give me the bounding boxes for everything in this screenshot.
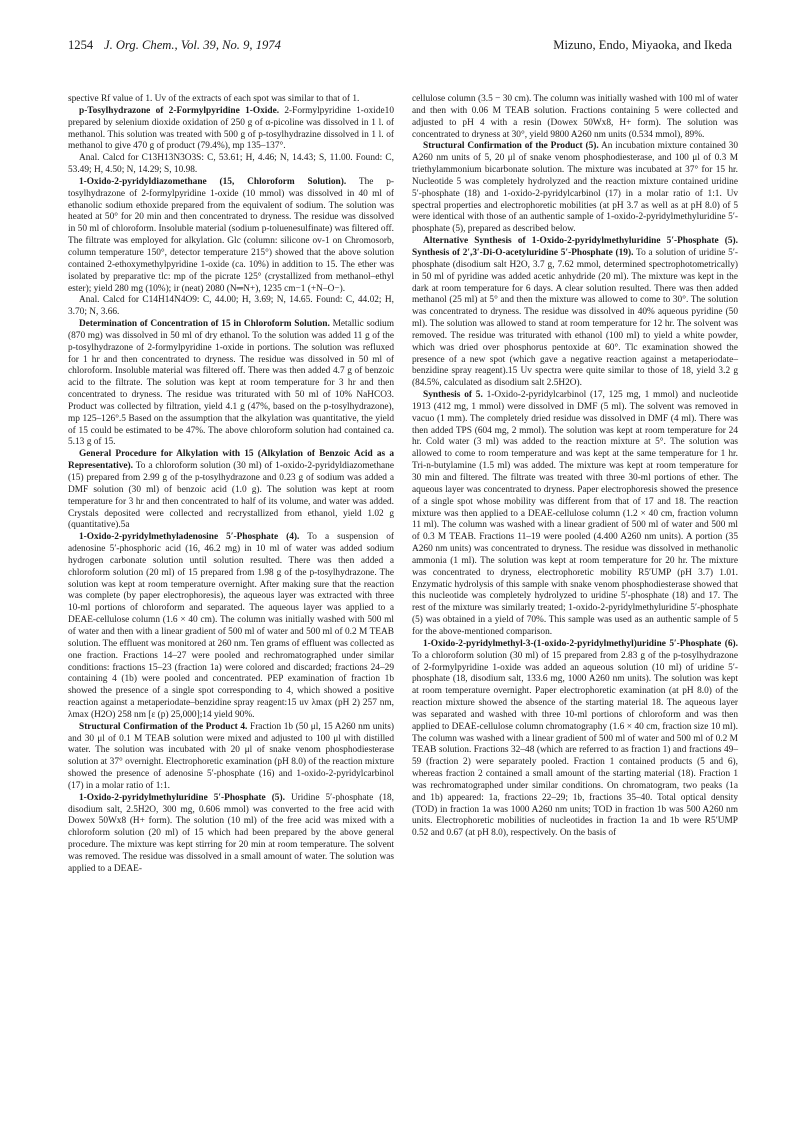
paragraph xyxy=(68,177,394,295)
paragraph-text: To a solution of uridine 5′-phosphate (disodium salt H2O, 3.7 g, 7.62 mmol, determined spectrophotometrically) in 50 ml of pyridine was added acetic anhydride (20 ml). The mixture was kept in the dark at room temperature for 6 days. A clear solution resulted. There was then added methanol (25 ml) at 5° and then the mixture was allowed to come to 30°. The solution was concentrated to dryness. The residue was dissolved in 40% aqueous pyridine (50 ml). The solution was allowed to stand at room temperature for 12 hr. The solvent was removed. The residue was triturated with ethanol (100 ml) to yield a white powder, which was dried over phosphorus pentoxide at 60°. Tlc examination showed the presence of a new spot (which gave a negative reaction against a metaperiodate–benzidine spray reagent).15 Uv spectra were quite similar to those of 18, yield 3.2 g (84.5%, calculated as disodium salt 2.5H2O). xyxy=(412,247,738,389)
paragraph-text: cellulose column (3.5 − 30 cm). The column was initially washed with 100 ml of water and then with 0.06 M TEAB solution. Fractions containing 5 were collected and adjusted to pH 4 with a resin (Dowex 50Wx8, H+ form). The solution was concentrated to dryness at 30°, yield 9800 A260 nm units (0.534 mmol), 89%. xyxy=(412,94,738,140)
section-heading: 1-Oxido-2-pyridylmethyluridine 5′-Phosphate (5). xyxy=(79,792,285,803)
paragraph xyxy=(412,141,738,236)
running-header xyxy=(68,38,732,62)
paragraph xyxy=(68,319,394,449)
paragraph-text: Anal. Calcd for C14H14N4O9: C, 44.00; H, 3.69; N, 14.65. Found: C, 44.02; H, 3.70; N, 3.66. xyxy=(68,295,394,318)
paragraph xyxy=(412,94,738,141)
journal-citation: J. Org. Chem., Vol. 39, No. 9, 1974 xyxy=(104,38,281,52)
paragraph-text: To a chloroform solution (30 ml) of 1-oxido-2-pyridyldiazomethane (15) prepared from 2.99 g of the p-tosylhydrazone and 0.23 g of sodium was added a DMF solution (30 ml) of benzoic acid (1.0 g). The solution was kept at room temperature for 3 hr and then concentrated to half of its volume, and water was added. Crystals deposited were collected and recrystallized from ethanol, yield 1.02 g (quantitative).5a xyxy=(68,461,395,531)
paragraph xyxy=(68,295,394,319)
section-heading: Synthesis of 5. xyxy=(423,390,483,401)
section-heading: p-Tosylhydrazone of 2-Formylpyridine 1-Oxide. xyxy=(79,105,280,116)
section-heading: General Procedure for Alkylation with 15 (Alkylation of Benzoic Acid as a Representative). xyxy=(68,449,394,472)
paragraph-text: An incubation mixture contained 30 A260 nm units of 5, 20 μl of snake venom phosphodiesterase, and 100 μl of 0.3 M triethylammonium bicarbonate solution. The mixture was incubated at 37° for 15 hr. Nucleotide 5 was completely hydrolyzed and the reaction mixture contained uridine 5′-phosphate (18) and 1-oxido-2-pyridylcarbinol (17) in a molar ratio of 1:1. Uv spectral properties and electrophoretic mobilities (at pH 3.7 as well as at pH 8.0) of 5 were identical with those of an authentic sample of 1-oxido-2-pyridylmethyluridine 5′-phosphate (5), prepared as described below. xyxy=(412,141,738,235)
paragraph-text: Fraction 1b (50 μl, 15 A260 nm units) and 30 μl of 0.1 M TEAB solution were mixed and adjusted to 100 μl with distilled water. The solution was incubated with 20 μl of snake venom phosphodiesterase solution at 37° overnight. Electrophoretic examination (pH 8.0) of the reaction mixture showed the presence of adenosine 5′-phosphate (16) and 1-oxido-2-pyridylcarbinol (17) in a molar ratio of 1:1. xyxy=(68,721,395,791)
paragraph xyxy=(412,639,738,840)
paragraph xyxy=(68,153,394,177)
left-text-column xyxy=(68,94,394,876)
paragraph xyxy=(68,106,394,153)
section-heading: Structural Confirmation of the Product 4. xyxy=(79,721,248,732)
paragraph-text: To a suspension of adenosine 5′-phosphoric acid (16, 46.2 mg) in 10 ml of water was added sodium hydrogen carbonate solution until solution resulted. There was then added a chloroform solution (20 ml) of 15 prepared from 1.98 g of the p-tosylhydrazone. The solution was kept at room temperature overnight. After making sure that the reaction was complete (by paper electrophoresis), the aqueous layer was extracted with three 10-ml portions of chloroform and separated. The aqueous layer was applied to a DEAE-cellulose column (1.6 × 40 cm). The column was initially washed with 500 ml of water and then with a linear gradient of 500 ml of water and 500 ml of 0.2 M TEAB solution. The effluent was monitored at 260 nm. Ten grams of effluent was collected as one fraction. Fractions 14–27 were pooled and rechromatographed under similar conditions: fractions 15–23 (fraction 1a) were colored and discarded; fractions 24–29 containing 4 (1b) were pooled and concentrated. PEP examination of fraction 1b showed the presence of a single spot corresponding to 4, which showed a positive reaction against a metaperiodate–benzidine spray reagent:15 uv λmax (pH 2) 257 nm, λmax (H2O) 258 nm [ε (p) 25,000];14 yield 90%. xyxy=(68,532,395,720)
right-text-column xyxy=(412,94,738,840)
section-heading: Alternative Synthesis of 1-Oxido-2-pyridylmethyluridine 5′-Phosphate (5). Synthesis of 2′,3′-Di-O-acetyluridine 5′-Phosphate (19). xyxy=(412,236,738,258)
paragraph-text: Uridine 5′-phosphate (18, disodium salt, 2.5H2O, 300 mg, 0.606 mmol) was converted to the free acid with Dowex 50Wx8 (H+ form). The solution (10 ml) of the free acid was mixed with a chloroform solution (20 ml) of 15 which had been prepared by the above general procedure. The mixture was kept stirring for 20 min at room temperature. The solvent was removed. The residue was dissolved in a small amount of water. The solution was applied to a DEAE- xyxy=(68,792,395,874)
paragraph xyxy=(68,532,394,722)
author-names: Mizuno, Endo, Miyaoka, and Ikeda xyxy=(553,38,732,52)
paragraph-text: The p-tosylhydrazone of 2-formylpyridine 1-oxide (10 mmol) was dissolved in 40 ml of ethanolic sodium ethoxide prepared from the equivalent of sodium. The solution was heated at 50° for 20 min and then concentrated to dryness. The residue was dissolved in 50 ml of chloroform. Insoluble material (sodium p-toluenesulfinate) was filtered off. The filtrate was employed for alkylation. Glc (column: silicone ov-1 on Chromosorb, column temperature 150°, detector temperature 215°) showed that the above solution contained 2-ethoxymethylpyridine 1-oxide (ca. 10%) in addition to 15. The ether was isolated by preparative tlc: mp of the picrate 125° (crystallized from methanol–ethyl ester); yield 280 mg (10%); ir (neat) 2080 (N═N+), 1235 cm−1 (+N–O−). xyxy=(68,176,394,294)
paragraph xyxy=(412,390,738,639)
paragraph-text: To a chloroform solution (30 ml) of 15 prepared from 2.83 g of the p-tosylhydrazone of 2-formylpyridine 1-oxide was added an aqueous solution (10 ml) of uridine 5′-phosphate (18, disodium salt, 133.6 mg, 1000 A260 nm units). The solution was kept at room temperature overnight. Paper electrophoretic examination (at pH 8.0) of the reaction mixture showed the absence of the starting material 18. The aqueous layer was separated and washed with three 10-ml portions of chloroform and was then applied to DEAE-cellulose column chromatography (1.6 × 40 cm, fraction size 10 ml). The column was washed with a linear gradient of 500 ml of water and 500 ml of 0.2 M TEAB solution. Fractions 32–48 (which are referred to as fraction 1) and fractions 49–59 (fraction 2) were separately pooled. Fraction 1 contained products (5 and 6), whereas fraction 2 contained a small amount of the starting material (18). Fraction 1 was rechromatographed under similar conditions. On chromatogram, two peaks (1a and 1b) appeared: 1a, fractions 22–29; 1b, fractions 35–40. Total optical density (TOD) in fraction 1a was 1000 A260 nm units; TOD in fraction 1b was 500 A260 nm units. Electrophoretic mobilities of nucleotides in fraction 1a and 1b were R5′UMP 0.52 and 0.67 (at pH 8.0), respectively. On the basis of xyxy=(412,650,738,839)
section-heading: 1-Oxido-2-pyridylmethyl-3-(1-oxido-2-pyridylmethyl)uridine 5′-Phosphate (6). xyxy=(423,638,738,649)
paragraph xyxy=(68,793,394,876)
paragraph-text: 2-Formylpyridine 1-oxide10 prepared by selenium dioxide oxidation of 250 g of α-picoline was dissolved in 1 l. of methanol. This solution was treated with 500 g of p-tosylhydrazine dissolved in 1 l. of methanol to give 470 g of product (79.4%), mp 135–137°. xyxy=(68,105,394,152)
paragraph-text: 1-Oxido-2-pyridylcarbinol (17, 125 mg, 1 mmol) and nucleotide 1913 (412 mg, 1 mmol) were dissolved in DMF (5 ml). The solvent was removed in vacuo (1 mm). The completely dried residue was dissolved in DMF (4 ml). There was then added TPS (604 mg, 2 mmol). The solution was kept at room temperature for 24 hr. Cold water (3 ml) was added to the reaction mixture at 5°. The solution was allowed to come to room temperature and was kept at the same temperature for 1 hr. Tri-n-butylamine (1.5 ml) was added. The mixture was kept at room temperature for 30 min and filtered. The filtrate was treated with three 30-ml portions of ether. The aqueous layer was concentrated to dryness. Paper electrophoresis showed the presence of a single spot whose mobility was different from that of 17 and 18. The reaction mixture was then applied to a DEAE-cellulose column (1.2 × 40 cm, fraction volumn 11 ml). The column was washed with a linear gradient of 500 ml of water and 500 ml of 0.3 M TEAB. Fractions 11–19 were pooled (4.400 A260 nm units). A portion (35 A260 nm units) was concentrated to dryness. The residue was dissolved in methanolic ammonia (1 ml). The solution was kept at room temperature for 20 hr. The mixture was concentrated to dryness, electrophoretic mobility R5′UMP (pH 3.7) 1.01. Enzymatic hydrolysis of this sample with snake venom phosphodiesterase showed that this nucleotide was completely hydrolyzed to uridine 5′-phosphate (18) and 17. The rest of the mixture was similarly treated; 1-oxido-2-pyridylmethyluridine 5′-phosphate (5) was obtained in a yield of 70%. This sample was used as an authentic sample of 5 for the above-mentioned comparison. xyxy=(412,390,738,637)
section-heading: Determination of Concentration of 15 in Chloroform Solution. xyxy=(79,319,330,330)
paragraph xyxy=(68,94,394,106)
section-heading: 1-Oxido-2-pyridylmethyladenosine 5′-Phosphate (4). xyxy=(79,532,300,543)
paragraph-text: spective Rf value of 1. Uv of the extracts of each spot was similar to that of 1. xyxy=(68,94,360,104)
section-heading: 1-Oxido-2-pyridyldiazomethane (15, Chloroform Solution). xyxy=(79,176,347,187)
page-number: 1254 xyxy=(68,38,94,52)
paragraph-text: Anal. Calcd for C13H13N3O3S: C, 53.61; H, 4.46; N, 14.43; S, 11.00. Found: C, 53.49; H, 4.50; N, 14.29; S, 10.98. xyxy=(68,153,394,176)
paragraph xyxy=(68,449,394,532)
paragraph xyxy=(68,722,394,793)
section-heading: Structural Confirmation of the Product (5). xyxy=(423,141,599,152)
paragraph-text: Metallic sodium (870 mg) was dissolved in 50 ml of dry ethanol. To the solution was added 11 g of the p-tosylhydrazone of 2-formylpyridine 1-oxide in portions. The solution was refluxed for 1 hr and then concentrated to dryness. The residue was dissolved in 50 ml of chloroform. Insoluble material was filtered off. There was then added 4.7 g of benzoic acid to the filtrate. The solution was kept at room temperature for 3 hr and then concentrated to dryness. The residue was triturated with 50 ml of 10% NaHCO3. Product was collected by filtration, yield 4.1 g (47%, based on the p-tosylhydrazone), mp 125–126°.5 Based on the assumption that the alkylation was quantitative, the yield of 15 could be estimated to be 47%. The above chloroform solution had contained ca. 5.13 g of 15. xyxy=(68,319,394,448)
paragraph xyxy=(412,236,738,390)
